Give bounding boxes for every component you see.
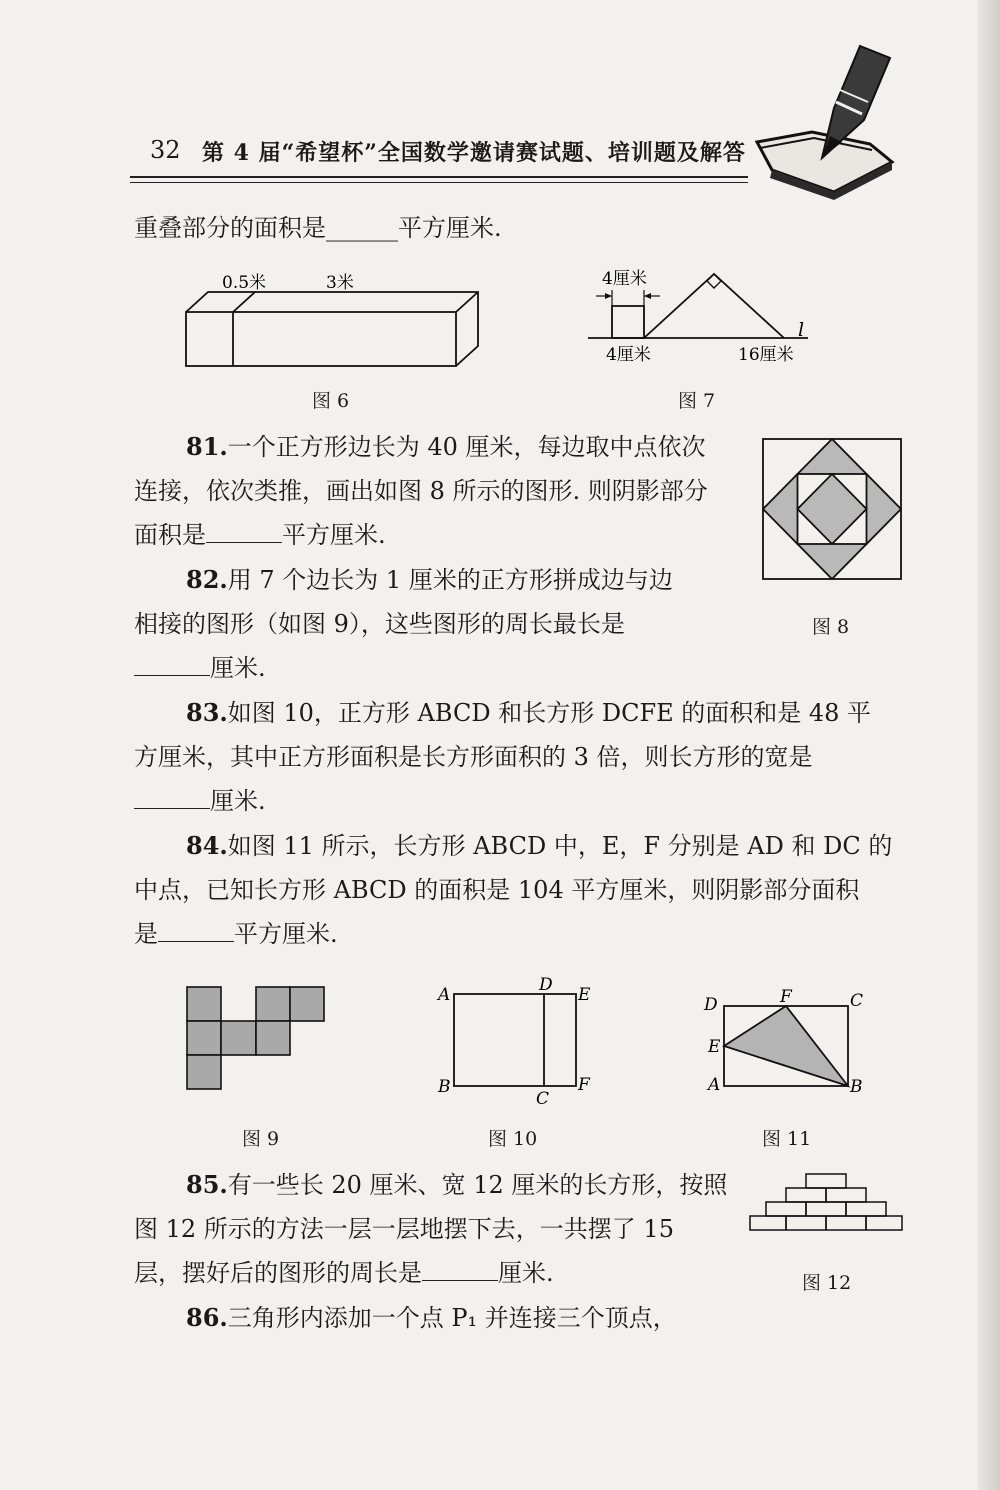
header-rule xyxy=(130,176,748,178)
answer-blank xyxy=(206,524,282,543)
figure-10 xyxy=(432,972,602,1112)
fig7-bottom-left-label: 4厘米 xyxy=(606,345,651,365)
answer-blank xyxy=(422,1262,498,1281)
problem-84-line3: 是 平方厘米. xyxy=(134,920,338,948)
pen-book-illustration xyxy=(752,40,902,200)
fig10-caption: 图 10 xyxy=(488,1128,538,1150)
problem-82-number: 82. xyxy=(186,565,228,594)
problem-84-number: 84. xyxy=(186,831,228,860)
problem-82-line3: 厘米. xyxy=(134,648,266,683)
problem-85-line2: 图 12 所示的方法一层一层地摆下去，一共摆了 15 xyxy=(134,1215,674,1243)
fig10-label-b: B xyxy=(438,1077,451,1097)
answer-blank xyxy=(134,790,210,809)
page-gutter-shadow xyxy=(978,0,1000,1490)
fig10-label-e: E xyxy=(578,985,591,1005)
fig11-label-a: A xyxy=(708,1075,721,1095)
fig11-caption: 图 11 xyxy=(762,1128,812,1150)
fig11-label-f: F xyxy=(780,987,792,1007)
problem-82-line2: 相接的图形（如图 9），这些图形的周长最长是 xyxy=(134,610,625,638)
header-rule-thin xyxy=(130,182,748,183)
fig11-label-e: E xyxy=(708,1037,721,1057)
figure-12 xyxy=(748,1170,904,1240)
fig12-caption: 图 12 xyxy=(802,1272,852,1294)
problem-81-line3: 面积是 平方厘米. xyxy=(134,521,386,549)
problem-85-line3: 层，摆好后的图形的周长是 厘米. xyxy=(134,1259,554,1287)
problem-81-line2: 连接，依次类推，画出如图 8 所示的图形. 则阴影部分 xyxy=(134,477,708,505)
fig11-label-c: C xyxy=(850,991,864,1011)
fig11-label-d: D xyxy=(704,995,718,1015)
fig7-caption: 图 7 xyxy=(678,390,716,412)
problem-84-line2: 中点，已知长方形 ABCD 的面积是 104 平方厘米，则阴影部分面积 xyxy=(134,876,860,904)
fig6-label-length: 3米 xyxy=(326,273,354,293)
fig7-top-label: 4厘米 xyxy=(602,269,647,289)
problem-83-line2: 方厘米，其中正方形面积是长方形面积的 3 倍，则长方形的宽是 xyxy=(134,743,813,771)
figure-7 xyxy=(586,262,816,372)
fig8-caption: 图 8 xyxy=(812,616,850,638)
problem-85-line1: 85.有一些长 20 厘米、宽 12 厘米的长方形，按照 xyxy=(186,1170,728,1199)
answer-blank xyxy=(158,923,234,942)
fig10-label-d: D xyxy=(539,975,553,995)
fig9-caption: 图 9 xyxy=(242,1128,280,1150)
fig10-label-f: F xyxy=(578,1075,590,1095)
figure-6 xyxy=(180,268,490,378)
fig7-line-label: l xyxy=(798,319,805,341)
problem-82-line1: 82.用 7 个边长为 1 厘米的正方形拼成边与边 xyxy=(186,565,673,594)
problem-81-number: 81. xyxy=(186,432,228,461)
problem-83-line3: 厘米. xyxy=(134,781,266,816)
problem-85-number: 85. xyxy=(186,1170,228,1199)
fig7-bottom-right-label: 16厘米 xyxy=(738,345,794,365)
problem-86-number: 86. xyxy=(186,1303,228,1332)
page-number: 32 xyxy=(150,136,181,164)
figure-9 xyxy=(184,984,328,1094)
fig10-label-a: A xyxy=(438,985,451,1005)
fig10-label-c: C xyxy=(536,1089,550,1109)
fig11-label-b: B xyxy=(850,1077,863,1097)
problem-83-line1: 83.如图 10，正方形 ABCD 和长方形 DCFE 的面积和是 48 平 xyxy=(186,698,872,727)
figure-8 xyxy=(762,438,902,580)
intro-line: 重叠部分的面积是______平方厘米. xyxy=(134,214,502,242)
fig6-label-width: 0.5米 xyxy=(222,273,267,293)
answer-blank xyxy=(134,657,210,676)
fig6-caption: 图 6 xyxy=(312,390,350,412)
problem-86-line1: 86.三角形内添加一个点 P₁ 并连接三个顶点， xyxy=(186,1303,677,1332)
problem-81-line1: 81.一个正方形边长为 40 厘米，每边取中点依次 xyxy=(186,432,706,461)
problem-83-number: 83. xyxy=(186,698,228,727)
problem-84-line1: 84.如图 11 所示，长方形 ABCD 中，E，F 分别是 AD 和 DC 的 xyxy=(186,831,893,860)
book-title: 第 4 届“希望杯”全国数学邀请赛试题、培训题及解答 xyxy=(202,140,746,166)
figure-11 xyxy=(700,984,870,1098)
